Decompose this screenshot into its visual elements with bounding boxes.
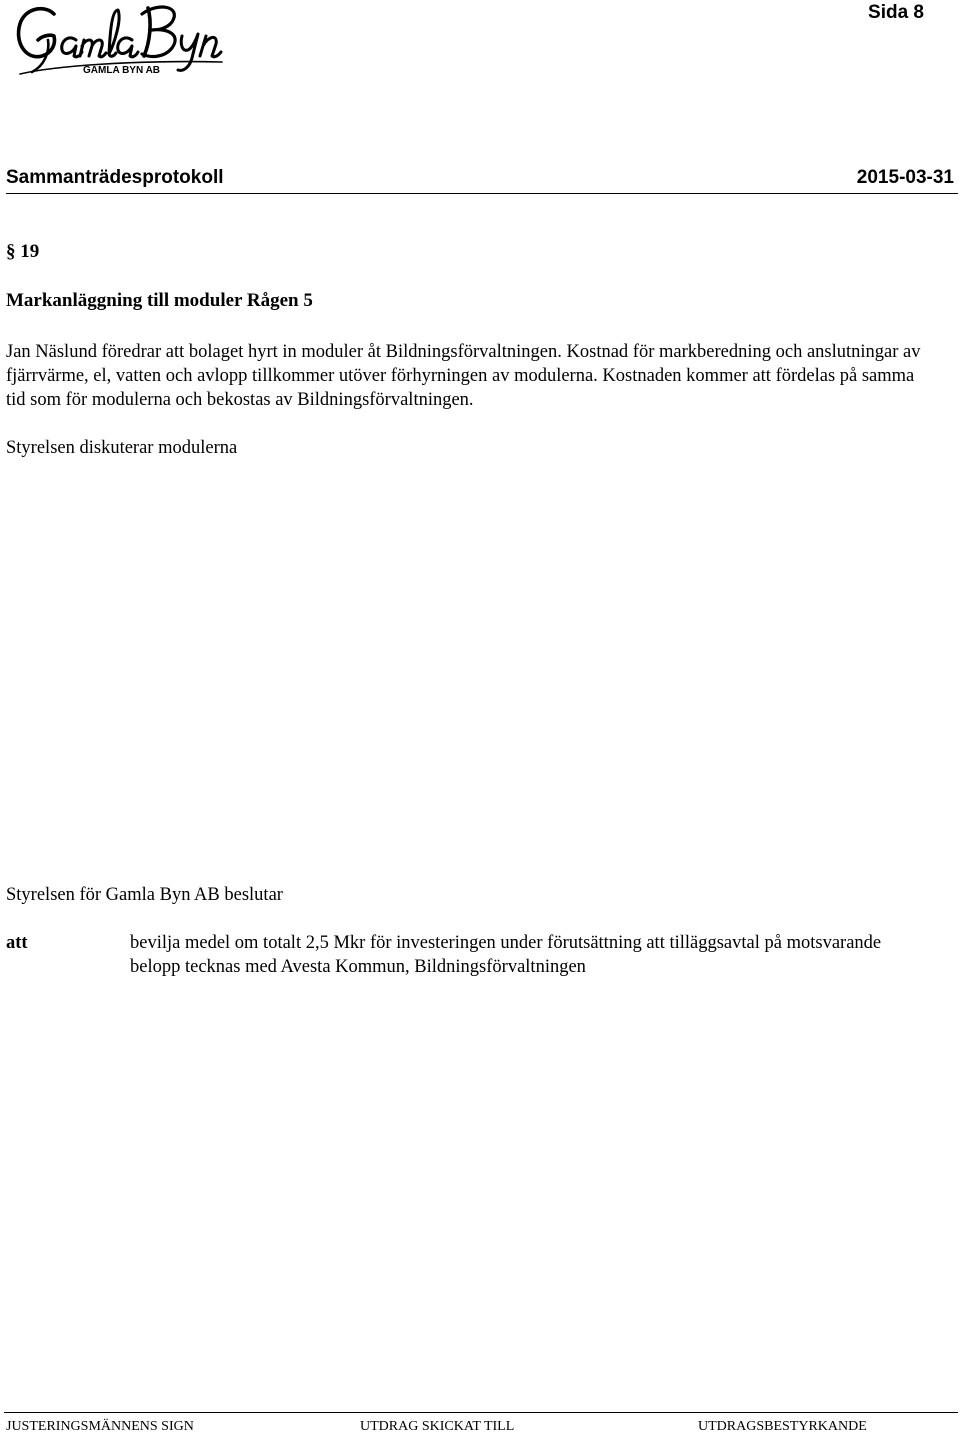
document-header [6, 167, 958, 194]
paragraph-number: § 19 [6, 241, 40, 262]
logo-subtext: GAMLA BYN AB [83, 65, 161, 76]
section-heading: Markanläggning till moduler Rågen 5 [6, 290, 313, 311]
signature-footer [4, 1412, 958, 1435]
intro-paragraph: Jan Näslund föredrar att bolaget hyrt in moduler åt Bildningsförvaltningen. Kostnad för markberedning och anslutningar av fjärrvärme, el, vatten och avlopp tillkommer utöver förhyrningen av modulerna. Kostnaden kommer att fördelas på samma tid som för modulerna och bekostas av Bildningsförvaltningen. [6, 342, 921, 410]
decision-intro: Styrelsen för Gamla Byn AB beslutar [6, 885, 283, 905]
footer-sent-label: UTDRAG SKICKAT TILL [360, 1419, 515, 1434]
att-decision-text: bevilja medel om totalt 2,5 Mkr för investeringen under förutsättning att tilläggsavtal på motsvarande belopp tecknas med Avesta Kommun, Bildningsförvaltningen [130, 933, 882, 977]
footer-sign-label: JUSTERINGSMÄNNENS SIGN [6, 1419, 194, 1434]
discussion-paragraph: Styrelsen diskuterar modulerna [6, 438, 238, 458]
page-number: Sida 8 [868, 2, 924, 23]
footer-certify-label: UTDRAGSBESTYRKANDE [698, 1419, 867, 1434]
document-title: Sammanträdesprotokoll [6, 167, 224, 188]
att-label: att [6, 933, 28, 953]
document-date: 2015-03-31 [856, 167, 954, 188]
gamla-byn-logo [14, 0, 226, 80]
